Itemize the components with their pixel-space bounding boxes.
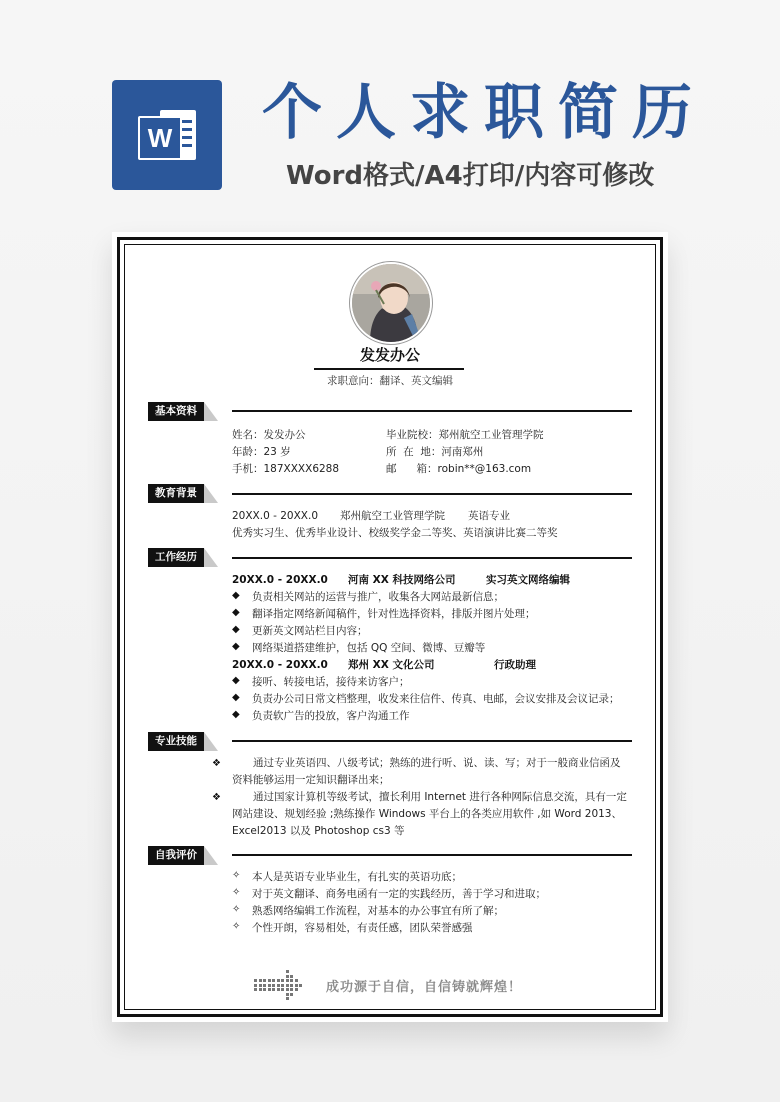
arrow-dot	[263, 979, 266, 982]
arrow-dot	[263, 988, 266, 991]
arrow-dot	[263, 984, 266, 987]
word-letter-badge: W	[138, 116, 182, 160]
section-tag-evaluation: 自我评价	[148, 846, 204, 865]
job-company: 郑州 XX 文化公司	[348, 659, 435, 671]
section-rule-evaluation	[232, 854, 632, 856]
arrow-dot	[268, 988, 271, 991]
arrow-dot	[254, 988, 257, 991]
job-duty: 翻译指定网络新闻稿件，针对性选择资料，排版并图片处理；	[252, 608, 536, 620]
page-title: 个人求职简历	[262, 78, 706, 148]
bullet-star-icon: ✧	[232, 887, 241, 898]
basic-name: 姓名：发发办公	[232, 429, 306, 441]
edu-honors: 优秀实习生、优秀毕业设计、校级奖学金二等奖、英语演讲比赛二等奖	[232, 527, 558, 539]
arrow-dot	[268, 984, 271, 987]
arrow-dot	[281, 984, 284, 987]
arrow-dot	[254, 979, 257, 982]
arrow-dot	[272, 984, 275, 987]
job-role: 行政助理	[494, 659, 536, 671]
skill-paragraph	[212, 789, 628, 840]
edu-school: 郑州航空工业管理学院	[340, 510, 445, 522]
bullet-star-icon: ✧	[232, 921, 241, 932]
bullet-diamond-icon: ◆	[232, 607, 240, 618]
page-subtitle: Word格式/A4打印/内容可修改	[286, 161, 655, 191]
arrow-dot	[281, 979, 284, 982]
basic-email: 邮 箱：robin**@163.com	[386, 463, 532, 475]
job-duty: 更新英文网站栏目内容；	[252, 625, 368, 637]
arrow-dot	[286, 993, 289, 996]
edu-period: 20XX.0 - 20XX.0	[232, 510, 318, 522]
word-logo-icon	[112, 80, 222, 190]
arrow-dot	[295, 984, 298, 987]
arrow-dot	[290, 984, 293, 987]
arrow-dot	[259, 979, 262, 982]
arrow-dot	[277, 979, 280, 982]
section-tag-work: 工作经历	[148, 548, 204, 567]
arrow-dot	[290, 988, 293, 991]
arrow-dot	[272, 979, 275, 982]
arrow-dot	[286, 988, 289, 991]
arrow-dot	[281, 988, 284, 991]
section-rule-education	[232, 493, 632, 495]
basic-location: 所 在 地：河南郑州	[386, 446, 484, 458]
arrow-dot	[295, 988, 298, 991]
job-duty: 网络渠道搭建维护，包括 QQ 空间、微博、豆瓣等	[252, 642, 486, 654]
bullet-diamond-icon: ◆	[232, 692, 240, 703]
evaluation-item: 对于英文翻译、商务电函有一定的实践经历，善于学习和进取；	[252, 888, 546, 900]
arrow-dot	[259, 988, 262, 991]
arrow-dot	[286, 997, 289, 1000]
arrow-dot	[272, 988, 275, 991]
basic-school: 毕业院校：郑州航空工业管理学院	[386, 429, 544, 441]
section-tag-education: 教育背景	[148, 484, 204, 503]
avatar	[350, 262, 432, 344]
bullet-diamond-icon: ◆	[232, 709, 240, 720]
edu-major: 英语专业	[468, 510, 510, 522]
bullet-star-icon: ✧	[232, 870, 241, 881]
arrow-dot	[290, 993, 293, 996]
arrow-dot	[295, 979, 298, 982]
candidate-name: 发发办公	[359, 346, 420, 364]
resume-paper	[112, 232, 668, 1022]
evaluation-item: 熟悉网络编辑工作流程，对基本的办公事宜有所了解；	[252, 905, 504, 917]
job-duty: 负责相关网站的运营与推广，收集各大网站最新信息；	[252, 591, 504, 603]
arrow-dot	[259, 984, 262, 987]
evaluation-item: 本人是英语专业毕业生，有扎实的英语功底；	[252, 871, 462, 883]
job-company: 河南 XX 科技网络公司	[348, 574, 456, 586]
job-role: 实习英文网络编辑	[486, 574, 570, 586]
bullet-diamond-icon: ◆	[232, 641, 240, 652]
job-intention: 求职意向：翻译、英文编辑	[327, 375, 453, 387]
evaluation-item: 个性开朗，容易相处，有责任感，团队荣誉感强	[252, 922, 473, 934]
skill-text: 通过专业英语四、八级考试；熟练的进行听、说、读、写；对于一般商业信函及资料能够运用一定知识翻译出来；	[232, 757, 621, 786]
arrow-dot	[290, 975, 293, 978]
bullet-star-icon: ✧	[232, 904, 241, 915]
bullet-sparkle-icon: ❖	[212, 758, 221, 769]
arrow-dot	[277, 988, 280, 991]
bullet-diamond-icon: ◆	[232, 675, 240, 686]
slogan: 成功源于自信，自信铸就辉煌！	[326, 980, 523, 995]
name-underline	[314, 368, 464, 370]
job-duty: 接听、转接电话，接待来访客户；	[252, 676, 410, 688]
arrow-dot	[268, 979, 271, 982]
section-rule-work	[232, 557, 632, 559]
arrow-dot	[290, 979, 293, 982]
section-tag-skills: 专业技能	[148, 732, 204, 751]
section-rule-skills	[232, 740, 632, 742]
arrow-dot	[286, 970, 289, 973]
job-duty: 负责软广告的投放，客户沟通工作	[252, 710, 410, 722]
skill-text: 通过国家计算机等级考试，擅长利用 Internet 进行各种网际信息交流，具有一定网站建设、规划经验 ;熟练操作 Windows 平台上的各类应用软件 ,如 Word 2013、Excel2013 以及 Photoshop cs3 等	[232, 791, 627, 837]
job-duty: 负责办公司日常文档整理，收发来往信件、传真、电邮，会议安排及会议记录；	[252, 693, 620, 705]
basic-age: 年龄：23 岁	[232, 446, 291, 458]
arrow-dot	[286, 984, 289, 987]
basic-phone: 手机：187XXXX6288	[232, 463, 340, 475]
arrow-dot	[299, 984, 302, 987]
job-period: 20XX.0 - 20XX.0	[232, 574, 328, 586]
arrow-dot	[286, 979, 289, 982]
skill-paragraph	[212, 755, 628, 789]
section-rule-basic	[232, 410, 632, 412]
section-tag-basic: 基本资料	[148, 402, 204, 421]
bullet-sparkle-icon: ❖	[212, 792, 221, 803]
arrow-dot	[286, 975, 289, 978]
arrow-dot	[277, 984, 280, 987]
dotted-arrow-icon	[254, 970, 302, 1002]
bullet-diamond-icon: ◆	[232, 624, 240, 635]
bullet-diamond-icon: ◆	[232, 590, 240, 601]
job-period: 20XX.0 - 20XX.0	[232, 659, 328, 671]
arrow-dot	[254, 984, 257, 987]
